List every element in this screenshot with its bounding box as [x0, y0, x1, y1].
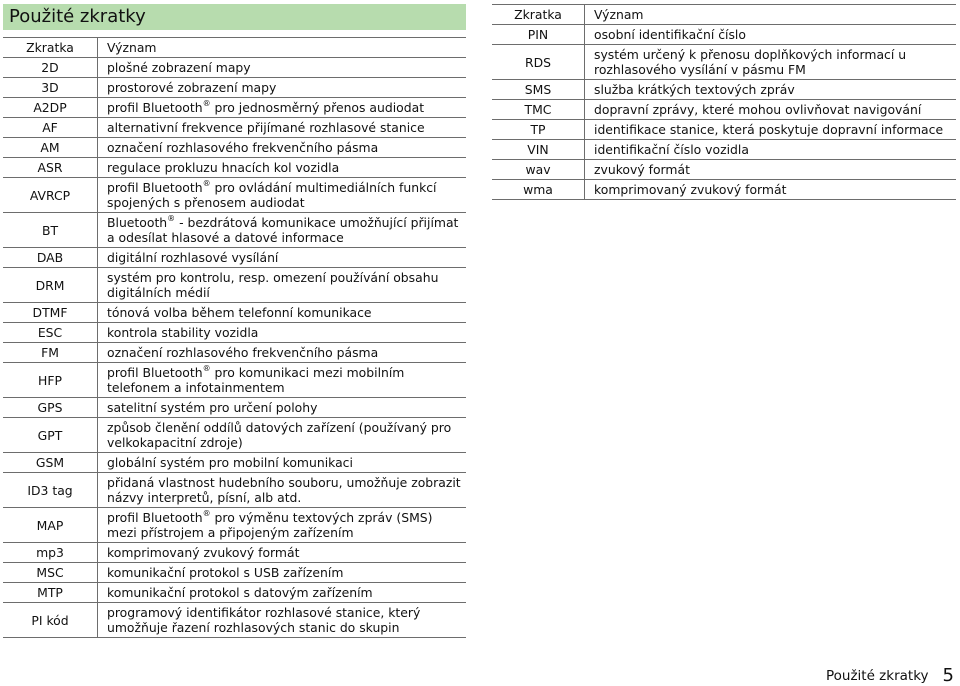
abbreviation-cell: DAB — [3, 248, 98, 268]
abbreviation-cell: FM — [3, 343, 98, 363]
abbreviation-cell: MTP — [3, 583, 98, 603]
abbreviation-cell: GPS — [3, 398, 98, 418]
table-row — [3, 213, 466, 248]
table-row — [492, 140, 956, 160]
column-header-abbr: Zkratka — [3, 38, 98, 58]
meaning-cell: služba krátkých textových zpráv — [585, 80, 957, 100]
abbreviation-cell: MSC — [3, 563, 98, 583]
table-row — [3, 563, 466, 583]
table-row — [492, 25, 956, 45]
table-row — [3, 363, 466, 398]
table-row — [3, 303, 466, 323]
table-row — [3, 118, 466, 138]
table-row — [492, 120, 956, 140]
table-row — [3, 158, 466, 178]
table-row — [3, 398, 466, 418]
abbreviation-cell: PI kód — [3, 603, 98, 638]
meaning-cell: plošné zobrazení mapy — [98, 58, 467, 78]
meaning-cell: dopravní zprávy, které mohou ovlivňovat navigování — [585, 100, 957, 120]
abbreviation-cell: ESC — [3, 323, 98, 343]
page-number: 5 — [942, 665, 954, 686]
table-row — [3, 543, 466, 563]
meaning-cell: Bluetooth® - bezdrátová komunikace umožňující přijímat a odesílat hlasové a datové informace — [98, 213, 467, 248]
abbreviation-cell: wav — [492, 160, 585, 180]
table-row — [3, 323, 466, 343]
meaning-cell: globální systém pro mobilní komunikaci — [98, 453, 467, 473]
table-header-row — [3, 38, 466, 58]
abbreviation-cell: wma — [492, 180, 585, 200]
meaning-cell: alternativní frekvence přijímané rozhlasové stanice — [98, 118, 467, 138]
abbreviation-cell: HFP — [3, 363, 98, 398]
meaning-cell: profil Bluetooth® pro ovládání multimediálních funkcí spojených s přenosem audiodat — [98, 178, 467, 213]
registered-mark: ® — [202, 99, 211, 108]
table-row — [3, 583, 466, 603]
abbreviation-cell: AF — [3, 118, 98, 138]
meaning-cell: satelitní systém pro určení polohy — [98, 398, 467, 418]
abbreviation-cell: 2D — [3, 58, 98, 78]
table-row — [492, 80, 956, 100]
column-header-meaning: Význam — [98, 38, 467, 58]
table-row — [492, 100, 956, 120]
meaning-cell: digitální rozhlasové vysílání — [98, 248, 467, 268]
abbreviation-cell: AM — [3, 138, 98, 158]
meaning-cell: identifikace stanice, která poskytuje dopravní informace — [585, 120, 957, 140]
abbreviation-cell: mp3 — [3, 543, 98, 563]
meaning-cell: profil Bluetooth® pro komunikaci mezi mobilním telefonem a infotainmentem — [98, 363, 467, 398]
column-header-abbr: Zkratka — [492, 5, 585, 25]
table-row — [3, 98, 466, 118]
registered-mark: ® — [202, 179, 211, 188]
abbreviation-cell: ID3 tag — [3, 473, 98, 508]
table-row — [3, 473, 466, 508]
abbreviation-cell: DTMF — [3, 303, 98, 323]
meaning-cell: tónová volba během telefonní komunikace — [98, 303, 467, 323]
abbreviation-cell: SMS — [492, 80, 585, 100]
meaning-cell: osobní identifikační číslo — [585, 25, 957, 45]
meaning-cell: přidaná vlastnost hudebního souboru, umožňuje zobrazit názvy interpretů, písní, alb atd. — [98, 473, 467, 508]
table-row — [492, 160, 956, 180]
table-row — [3, 418, 466, 453]
meaning-cell: systém pro kontrolu, resp. omezení používání obsahu digitálních médií — [98, 268, 467, 303]
meaning-cell: kontrola stability vozidla — [98, 323, 467, 343]
table-row — [492, 180, 956, 200]
meaning-cell: způsob členění oddílů datových zařízení (používaný pro velkokapacitní zdroje) — [98, 418, 467, 453]
abbreviations-table-left — [3, 37, 466, 638]
meaning-cell: komprimovaný zvukový formát — [585, 180, 957, 200]
table-row — [3, 138, 466, 158]
abbreviation-cell: TP — [492, 120, 585, 140]
registered-mark: ® — [167, 214, 176, 223]
abbreviation-cell: MAP — [3, 508, 98, 543]
abbreviation-cell: DRM — [3, 268, 98, 303]
abbreviations-table-right — [492, 4, 956, 200]
abbreviation-cell: RDS — [492, 45, 585, 80]
column-header-meaning: Význam — [585, 5, 957, 25]
abbreviation-cell: 3D — [3, 78, 98, 98]
meaning-cell: programový identifikátor rozhlasové stanice, který umožňuje řazení rozhlasových stanic do skupin — [98, 603, 467, 638]
meaning-cell: profil Bluetooth® pro výměnu textových zpráv (SMS) mezi přístrojem a připojeným zařízením — [98, 508, 467, 543]
meaning-cell: označení rozhlasového frekvenčního pásma — [98, 138, 467, 158]
page-footer — [826, 664, 954, 685]
meaning-cell: systém určený k přenosu doplňkových informací u rozhlasového vysílání v pásmu FM — [585, 45, 957, 80]
abbreviation-cell: A2DP — [3, 98, 98, 118]
abbreviation-cell: PIN — [492, 25, 585, 45]
meaning-cell: označení rozhlasového frekvenčního pásma — [98, 343, 467, 363]
meaning-cell: zvukový formát — [585, 160, 957, 180]
abbreviation-cell: VIN — [492, 140, 585, 160]
meaning-cell: komunikační protokol s USB zařízením — [98, 563, 467, 583]
meaning-cell: regulace prokluzu hnacích kol vozidla — [98, 158, 467, 178]
table-row — [3, 603, 466, 638]
meaning-cell: prostorové zobrazení mapy — [98, 78, 467, 98]
footer-section-title: Použité zkratky — [825, 668, 929, 684]
abbreviation-cell: BT — [3, 213, 98, 248]
registered-mark: ® — [202, 364, 211, 373]
meaning-cell: profil Bluetooth® pro jednosměrný přenos audiodat — [98, 98, 467, 118]
abbreviation-cell: TMC — [492, 100, 585, 120]
abbreviation-cell: AVRCP — [3, 178, 98, 213]
table-row — [3, 508, 466, 543]
table-row — [492, 45, 956, 80]
abbreviation-cell: ASR — [3, 158, 98, 178]
table-row — [3, 178, 466, 213]
table-row — [3, 453, 466, 473]
table-row — [3, 78, 466, 98]
abbreviation-cell: GPT — [3, 418, 98, 453]
page-title: Použité zkratky — [3, 4, 466, 30]
meaning-cell: komunikační protokol s datovým zařízením — [98, 583, 467, 603]
table-row — [3, 58, 466, 78]
meaning-cell: komprimovaný zvukový formát — [98, 543, 467, 563]
abbreviation-cell: GSM — [3, 453, 98, 473]
table-row — [3, 248, 466, 268]
table-row — [3, 343, 466, 363]
registered-mark: ® — [202, 509, 211, 518]
meaning-cell: identifikační číslo vozidla — [585, 140, 957, 160]
table-header-row — [492, 5, 956, 25]
table-row — [3, 268, 466, 303]
